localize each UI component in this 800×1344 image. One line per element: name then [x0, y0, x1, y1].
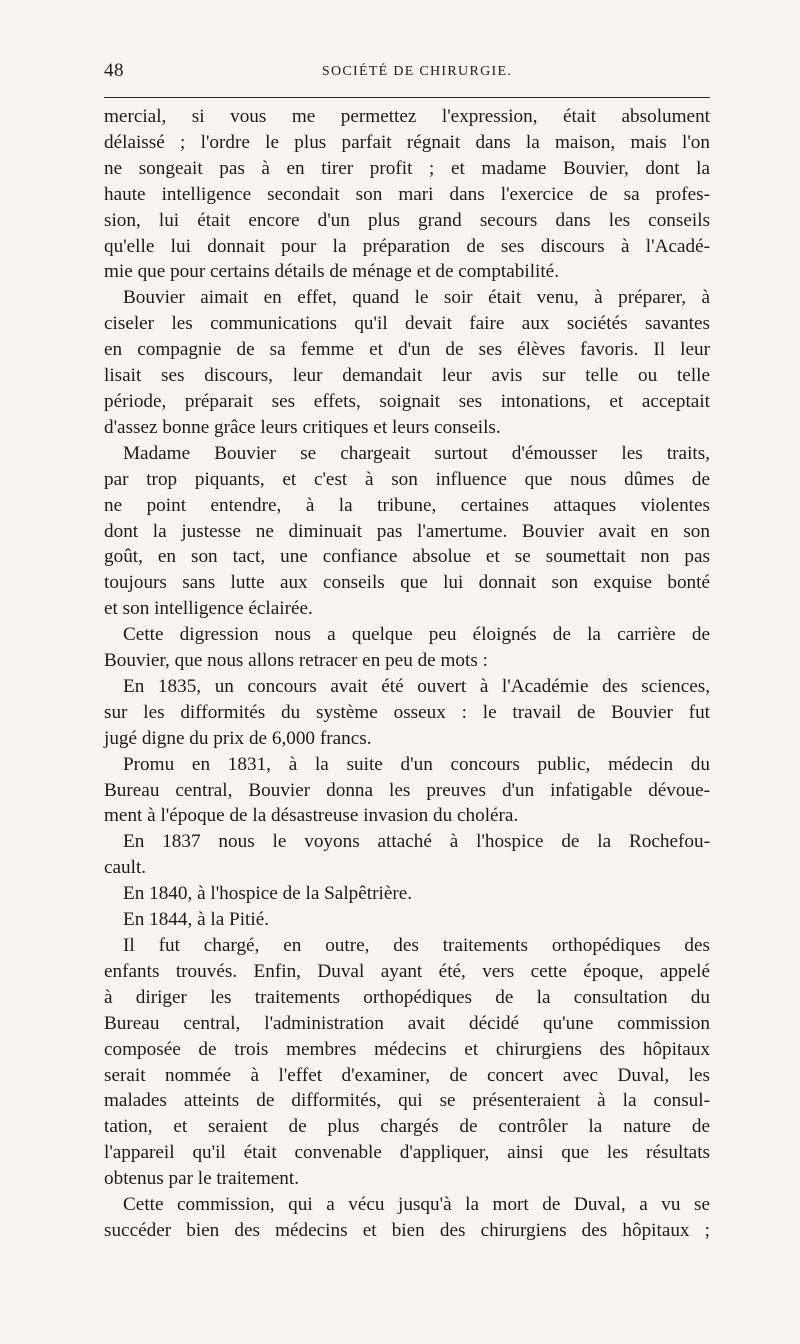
text-line: Bureau central, Bouvier donna les preuves d'un infatigable dévoue-: [104, 779, 710, 801]
text-line: dont la justesse ne diminuait pas l'amertume. Bouvier avait en son: [104, 520, 710, 542]
text-line: Bureau central, l'administration avait décidé qu'une commission: [104, 1012, 710, 1034]
text-line: malades atteints de difformités, qui se présenteraient à la consul-: [104, 1090, 710, 1112]
text-line: Il fut chargé, en outre, des traitements orthopédiques des: [123, 935, 710, 956]
text-line: goût, en son tact, une confiance absolue et se soumettait non pas: [104, 546, 710, 568]
text-line: cault.: [104, 857, 147, 879]
text-line: l'appareil qu'il était convenable d'appliquer, ainsi que les résultats: [104, 1142, 710, 1164]
text-line: ne songeait pas à en tirer profit ; et madame Bouvier, dont la: [104, 157, 710, 179]
text-line: mie que pour certains détails de ménage et de comptabilité.: [104, 261, 560, 283]
text-line: En 1840, à l'hospice de la Salpêtrière.: [123, 883, 413, 905]
text-line: toujours sans lutte aux conseils que lui donnait son exquise bonté: [104, 572, 710, 594]
text-line: ciseler les communications qu'il devait faire aux sociétés savantes: [104, 313, 710, 335]
text-line: tation, et seraient de plus chargés de contrôler la nature de: [104, 1116, 710, 1138]
text-line: à diriger les traitements orthopédiques de la consultation du: [104, 986, 710, 1008]
text-line: par trop piquants, et c'est à son influence que nous dûmes de: [104, 468, 710, 490]
page-header: [104, 58, 710, 88]
text-line: Cette commission, qui a vécu jusqu'à la mort de Duval, a vu se: [123, 1194, 710, 1216]
running-title: SOCIÉTÉ DE CHIRURGIE.: [321, 64, 513, 79]
text-line: haute intelligence secondait son mari dans l'exercice de sa profes-: [104, 183, 710, 205]
header-rule: [104, 97, 710, 98]
text-line: serait nommée à l'effet d'examiner, de concert avec Duval, les: [104, 1064, 710, 1086]
text-line: et son intelligence éclairée.: [104, 598, 313, 620]
text-line: période, préparait ses effets, soignait ses intonations, et acceptait: [104, 390, 710, 412]
text-line: qu'elle lui donnait pour la préparation de ses discours à l'Acadé-: [104, 235, 710, 257]
text-line: ne point entendre, à la tribune, certaines attaques violentes: [104, 494, 710, 516]
text-line: Cette digression nous a quelque peu éloignés de la carrière de: [123, 624, 710, 646]
text-line: composée de trois membres médecins et chirurgiens des hôpitaux: [104, 1038, 710, 1060]
text-line: En 1837 nous le voyons attaché à l'hospice de la Rochefou-: [123, 831, 710, 853]
text-line: En 1844, à la Pitié.: [123, 909, 270, 931]
text-line: sur les difformités du système osseux : le travail de Bouvier fut: [104, 701, 710, 723]
text-line: Madame Bouvier se chargeait surtout d'émousser les traits,: [123, 442, 710, 464]
text-line: Bouvier, que nous allons retracer en peu de mots :: [104, 650, 488, 672]
text-line: délaissé ; l'ordre le plus parfait régnait dans la maison, mais l'on: [104, 131, 710, 153]
text-line: enfants trouvés. Enfin, Duval ayant été, vers cette époque, appelé: [104, 960, 710, 982]
text-line: Promu en 1831, à la suite d'un concours public, médecin du: [123, 753, 710, 775]
text-line: succéder bien des médecins et bien des chirurgiens des hôpitaux ;: [104, 1219, 710, 1241]
text-line: obtenus par le traitement.: [104, 1168, 300, 1190]
page-number: 48: [104, 60, 124, 81]
text-line: en compagnie de sa femme et d'un de ses élèves favoris. Il leur: [104, 339, 710, 361]
text-line: ment à l'époque de la désastreuse invasion du choléra.: [104, 805, 519, 827]
text-line: sion, lui était encore d'un plus grand secours dans les conseils: [104, 209, 710, 231]
text-line: jugé digne du prix de 6,000 francs.: [104, 727, 372, 749]
text-line: lisait ses discours, leur demandait leur avis sur telle ou telle: [104, 365, 710, 387]
text-line: Bouvier aimait en effet, quand le soir était venu, à préparer, à: [123, 287, 710, 309]
text-line: En 1835, un concours avait été ouvert à l'Académie des sciences,: [123, 675, 710, 697]
body-text: [104, 104, 710, 1244]
text-line: d'assez bonne grâce leurs critiques et leurs conseils.: [104, 416, 501, 438]
text-line: mercial, si vous me permettez l'expression, était absolument: [104, 106, 710, 127]
